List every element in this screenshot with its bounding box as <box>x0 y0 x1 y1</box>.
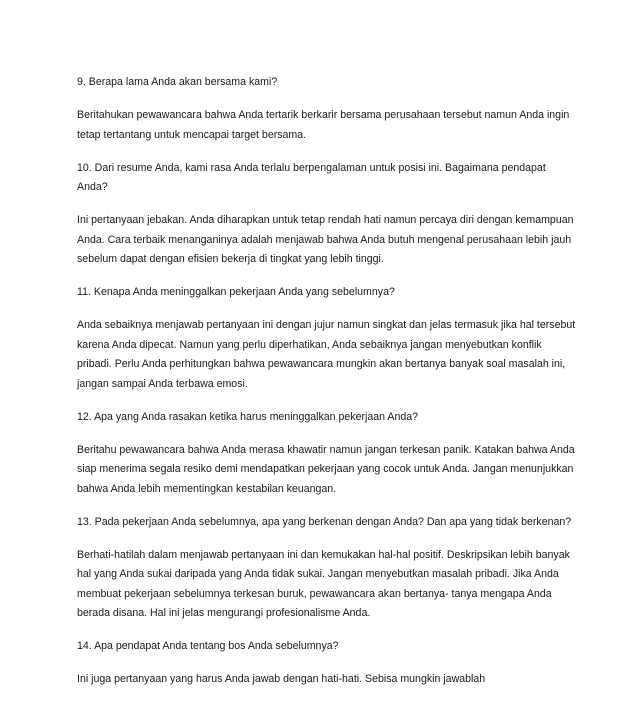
question-13: 13. Pada pekerjaan Anda sebelumnya, apa yang berkenan dengan Anda? Dan apa yang tidak berkenan? <box>77 515 572 528</box>
answer-10: Ini pertanyaan jebakan. Anda diharapkan untuk tetap rendah hati namun percaya diri dengan kemampuan Anda. Cara terbaik menanganinya adalah menjawab bahwa Anda butuh mengenal perusahaan lebih jauh sebelum dapat dengan efisien bekerja di tingkat yang lebih tinggi. <box>77 214 574 265</box>
answer-13: Berhati-hatilah dalam menjawab pertanyaan ini dan kemukakan hal-hal positif. Deskripsikan lebih banyak hal yang Anda sukai daripada yang Anda tidak sukai. Jangan menyebutkan masalah pribadi. Jika Anda membuat pekerjaan sebelumnya terkesan buruk, pewawancara akan bertanya- tanya mengapa Anda berada disana. Hal ini jelas mengurangi profesionalisme Anda. <box>77 548 570 619</box>
question-9: 9. Berapa lama Anda akan bersama kami? <box>77 76 278 88</box>
question-14: 14. Apa pendapat Anda tentang bos Anda sebelumnya? <box>77 640 339 652</box>
question-10: 10. Dari resume Anda, kami rasa Anda terlalu berpengalaman untuk posisi ini. Bagaimana pendapat Anda? <box>77 161 546 193</box>
answer-9: Beritahukan pewawancara bahwa Anda tertarik berkarir bersama perusahaan tersebut namun Anda ingin tetap tertantang untuk mencapai target bersama. <box>77 109 570 141</box>
answer-14: Ini juga pertanyaan yang harus Anda jawab dengan hati-hati. Sebisa mungkin jawablah <box>77 673 486 685</box>
answer-12: Beritahu pewawancara bahwa Anda merasa khawatir namun jangan terkesan panik. Katakan bahwa Anda siap menerima segala resiko demi mendapatkan pekerjaan yang cocok untuk Anda. Jangan menunjukkan bahwa Anda lebih mementingkan kestabilan keuangan. <box>77 443 575 495</box>
answer-11: Anda sebaiknya menjawab pertanyaan ini dengan jujur namun singkat dan jelas termasuk jika hal tersebut karena Anda dipecat. Namun yang perlu diperhatikan, Anda sebaiknya jangan menyebutkan konflik pribadi. Perlu Anda perhitungkan bahwa pewawancara mungkin akan bertanya banyak soal masalah ini, jangan sampai Anda terbawa emosi. <box>77 319 576 390</box>
document-page <box>77 73 577 703</box>
question-11: 11. Kenapa Anda meninggalkan pekerjaan Anda yang sebelumnya? <box>77 286 395 298</box>
question-12: 12. Apa yang Anda rasakan ketika harus meninggalkan pekerjaan Anda? <box>77 410 419 423</box>
